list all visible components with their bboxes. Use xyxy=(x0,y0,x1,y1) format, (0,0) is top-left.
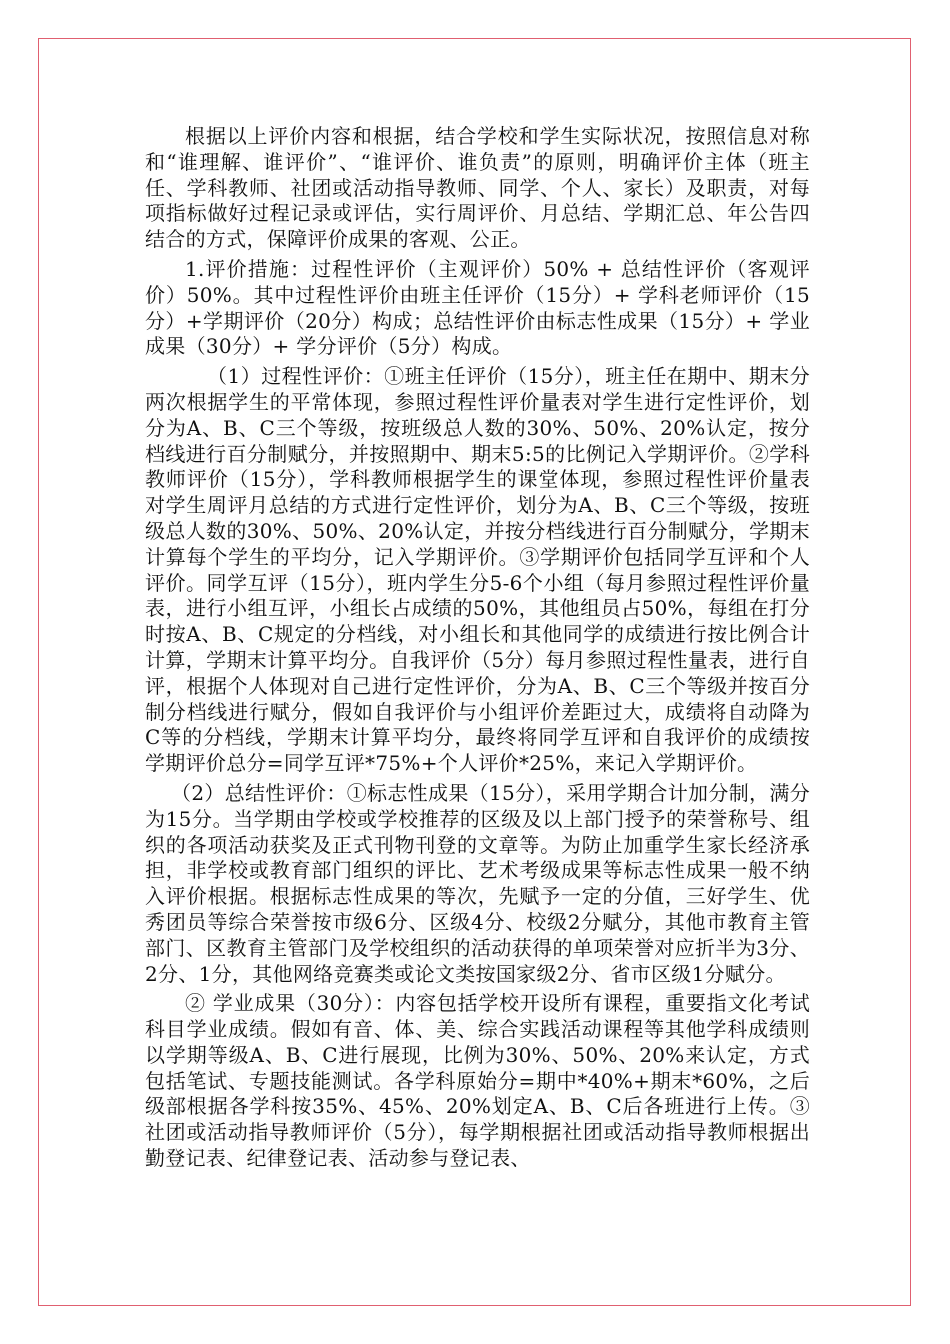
document-body xyxy=(145,124,810,1176)
paragraph-summary-evaluation: （2）总结性评价：①标志性成果（15分），采用学期合计加分制，满分为15分。当学期由学校或学校推荐的区级及以上部门授予的荣誉称号、组织的各项活动获奖及正式刊物刊登的文章等。为防止加重学生家长经济承担，非学校或教育部门组织的评比、艺术考级成果等标志性成果一般不纳入评价根据。根据标志性成果的等次，先赋予一定的分值，三好学生、优秀团员等综合荣誉按市级6分、区级4分、校级2分赋分，其他市教育主管部门、区教育主管部门及学校组织的活动获得的单项荣誉对应折半为3分、2分、1分，其他网络竞赛类或论文类按国家级2分、省市区级1分赋分。 xyxy=(145,780,810,986)
paragraph-evaluation-measures: 1.评价措施：过程性评价（主观评价）50% + 总结性评价（客观评价）50%。其中过程性评价由班主任评价（15分）+ 学科老师评价（15分）+学期评价（20分）构成；总结性评价由标志性成果（15分）+ 学业成果（30分）+ 学分评价（5分）构成。 xyxy=(145,256,810,359)
paragraph-academic-results: ② 学业成果（30分）：内容包括学校开设所有课程，重要指文化考试科目学业成绩。假如有音、体、美、综合实践活动课程等其他学科成绩则以学期等级A、B、C进行展现，比例为30%、50%、20%来认定，方式包括笔试、专题技能测试。各学科原始分=期中*40%+期末*60%，之后级部根据各学科按35%、45%、20%划定A、B、C后各班进行上传。③社团或活动指导教师评价（5分），每学期根据社团或活动指导教师根据出勤登记表、纪律登记表、活动参与登记表、 xyxy=(145,991,810,1171)
paragraph-evaluation-principle: 根据以上评价内容和根据，结合学校和学生实际状况，按照信息对称和“谁理解、谁评价”、“谁评价、谁负责”的原则，明确评价主体（班主任、学科教师、社团或活动指导教师、同学、个人、家长）及职责，对每项指标做好过程记录或评估，实行周评价、月总结、学期汇总、年公告四结合的方式，保障评价成果的客观、公正。 xyxy=(145,124,810,252)
paragraph-process-evaluation: （1）过程性评价：①班主任评价（15分），班主任在期中、期末分两次根据学生的平常体现，参照过程性评价量表对学生进行定性评价，划分为A、B、C三个等级，按班级总人数的30%、50%、20%认定，按分档线进行百分制赋分，并按照期中、期末5:5的比例记入学期评价。②学科教师评价（15分），学科教师根据学生的课堂体现，参照过程性评价量表对学生周评月总结的方式进行定性评价，划分为A、B、C三个等级，按班级总人数的30%、50%、20%认定，并按分档线进行百分制赋分，学期末计算每个学生的平均分，记入学期评价。③学期评价包括同学互评和个人评价。同学互评（15分），班内学生分5-6个小组（每月参照过程性评价量表，进行小组互评，小组长占成绩的50%，其他组员占50%，每组在打分时按A、B、C规定的分档线，对小组长和其他同学的成绩进行按比例合计计算，学期末计算平均分。自我评价（5分）每月参照过程性量表，进行自评，根据个人体现对自己进行定性评价，分为A、B、C三个等级并按百分制分档线进行赋分，假如自我评价与小组评价差距过大，成绩将自动降为C等的分档线，学期末计算平均分，最终将同学互评和自我评价的成绩按学期评价总分=同学互评*75%+个人评价*25%，来记入学期评价。 xyxy=(145,364,810,776)
